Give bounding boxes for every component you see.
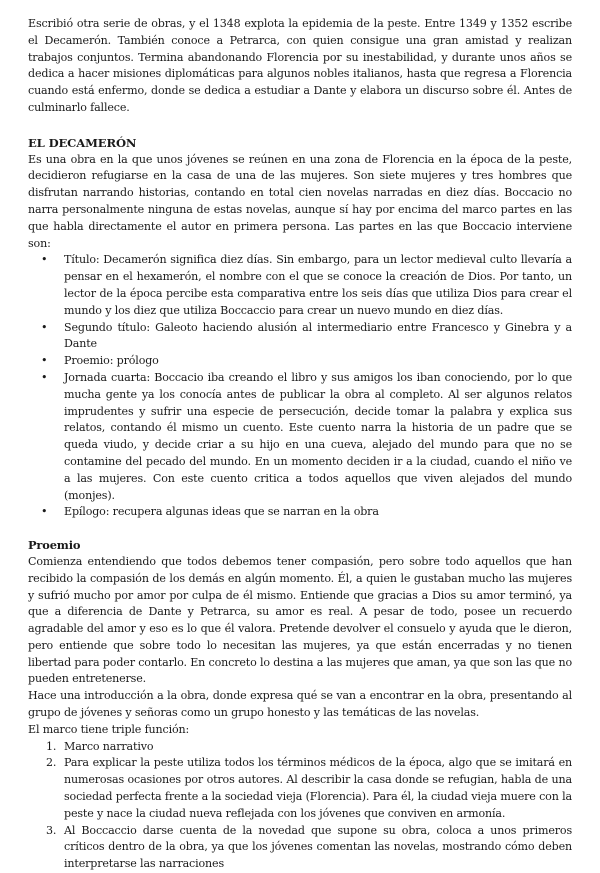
list-item-jornada-cuarta: • Jornada cuarta: Boccacio iba creando el libro y sus amigos los iban conociendo, por lo que mucha gente ya los conocía antes de publicar la obra al completo. Al ser algunos relatos imprudentes y sufrir una especie de persecución, decide tomar la palabra y explica sus relatos, contando él mismo un cuento. Este cuento narra la historia de un padre que se queda viudo, y decide criar a su hijo en una cueva, alejado del mundo para que no se contamine del pecado del mundo. En un momento deciden ir a la ciudad, cuando el niño ve a las mujeres. Con este cuento critica a todos aquellos que viven alejados del mundo (monjes). (28, 370, 572, 504)
proemio-paragraph-1: Comienza entendiendo que todos debemos tener compasión, pero sobre todo aquellos que han recibido la compasión de los demás en algún momento. Él, a quien le gustaban mucho las mujeres y sufrió mucho por amor por culpa de él mismo. Entiende que gracias a Dios su amor terminó, ya que a diferencia de Dante y Petrarca, su amor es real. A pesar de todo, posee un recuerdo agradable del amor y eso es lo que él valora. Pretende devolver el consuelo y ayuda que le dieron, pero entiende que sobre todo lo necesitan las mujeres, ya que están encerradas y no tienen libertad para poder contarlo. En concreto lo destina a las mujeres que aman, ya que son las que no pueden entretenerse. (28, 554, 572, 686)
numbered-item (28, 755, 572, 822)
proemio-paragraph-3: El marco tiene triple función: (28, 722, 190, 736)
item-number: 1. (46, 739, 57, 753)
document-page (28, 16, 572, 873)
item-text: Al Boccaccio darse cuenta de la novedad que supone su obra, coloca a unos primeros críticos dentro de la obra, ya que los jóvenes comentan las novelas, mostrando cómo deben interpretarse las narraciones (64, 823, 572, 871)
list-item-epilogo: • Epílogo: recupera algunas ideas que se narran en la obra (28, 504, 572, 521)
item-number: 3. (46, 823, 57, 837)
item-number: 2. (46, 756, 57, 770)
proemio-paragraph-2: Hace una introducción a la obra, donde expresa qué se van a encontrar en la obra, presentando al grupo de jóvenes y señoras como un grupo honesto y las temáticas de las novelas. (28, 689, 572, 720)
proemio-heading: Proemio (28, 538, 81, 553)
list-item-segundo-titulo: • Segundo título: Galeoto haciendo alusión al intermediario entre Francesco y Ginebra y a Dante (28, 320, 572, 354)
item-text: Para explicar la peste utiliza todos los términos médicos de la época, algo que se imitará en numerosas ocasiones por otros autores. Al describir la casa donde se refugian, habla de una sociedad perfecta frente a la sociedad vieja (Florencia). Para él, la ciudad vieja muere con la peste y nace la ciudad nueva reflejada con los jóvenes que conviven en armonía. (64, 756, 572, 820)
decameron-parts-list (28, 252, 572, 521)
marco-functions-list (28, 739, 572, 873)
list-item-proemio: • Proemio: prólogo (28, 353, 572, 370)
numbered-item (28, 739, 572, 756)
decameron-paragraph: Es una obra en la que unos jóvenes se reúnen en una zona de Florencia en la época de la peste, decidieron refugiarse en la casa de una de las mujeres. Son siete mujeres y tres hombres que disfrutan narrando historias, contando en total cien novelas narradas en diez días. Boccacio no narra personalmente ninguna de estas novelas, aunque sí hay por encima del marco partes en las que habla directamente el autor en primera persona. Las partes en las que Boccacio interviene son: (28, 152, 572, 250)
intro-paragraph: Escribió otra serie de obras, y el 1348 explota la epidemia de la peste. Entre 1349 y 1352 escribe el Decamerón. También conoce a Petrarca, con quien consigue una gran amistad y realizan trabajos conjuntos. Termina abandonando Florencia por su inestabilidad, y durante unos años se dedica a hacer misiones diplomáticas para algunos nobles italianos, hasta que regresa a Florencia cuando está enfermo, donde se dedica a estudiar a Dante y elabora un discurso sobre él. Antes de culminarlo fallece. (28, 17, 572, 114)
decameron-heading: EL DECAMERÓN (28, 135, 137, 150)
list-item-titulo: • Título: Decamerón significa diez días. Sin embargo, para un lector medieval culto llevaría a pensar en el hexamerón, el nombre con el que se conoce la creación de Dios. Por tanto, un lector de la época percibe esta comparativa entre los seis días que utiliza Dios para crear el mundo y los diez que utiliza Boccaccio para crear un nuevo mundo en diez días. (28, 252, 572, 319)
item-text: Marco narrativo (64, 739, 154, 753)
